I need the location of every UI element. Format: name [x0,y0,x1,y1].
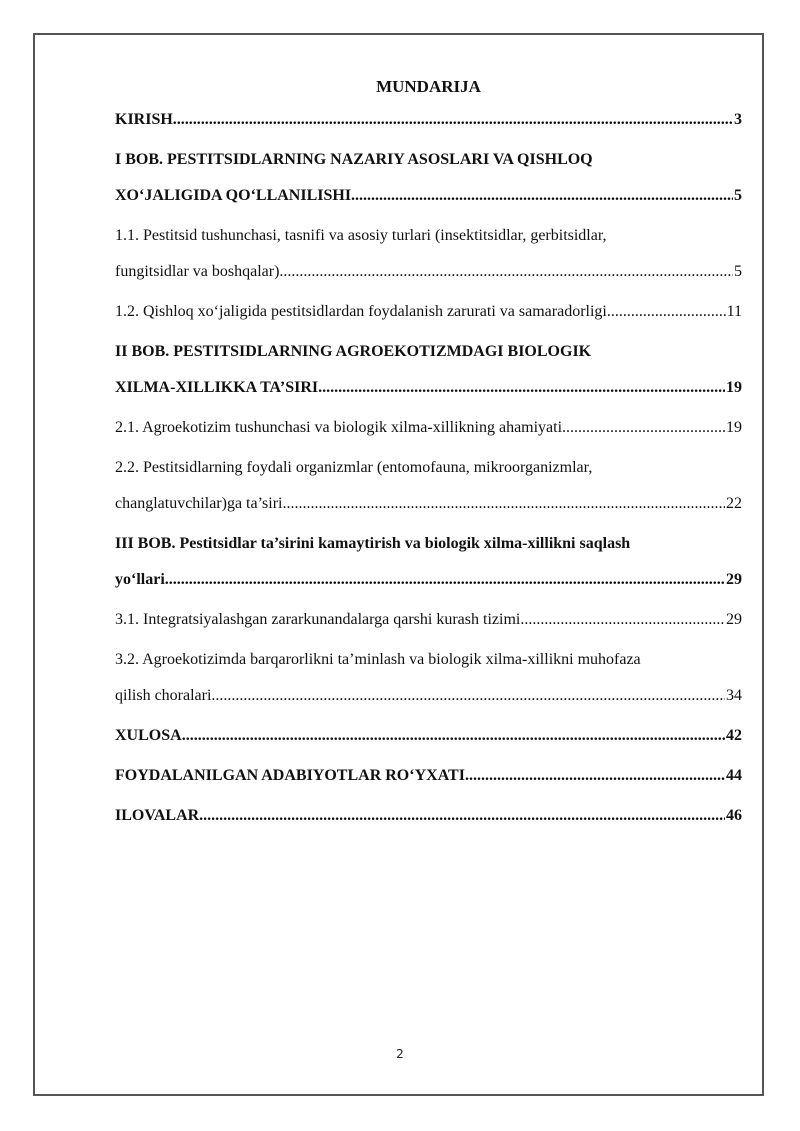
dot-leader [607,294,726,330]
toc-entry-page: 19 [726,379,742,396]
dot-leader [173,102,733,138]
toc-entry[interactable] [115,798,742,834]
toc-entry[interactable] [115,602,742,638]
toc-entry-last-line [115,798,742,834]
toc-entry[interactable] [115,410,742,446]
toc-entry-last-line [115,562,742,598]
toc-entry-page: 19 [726,419,742,436]
toc-entry-page: 5 [734,187,742,204]
toc-entry-page: 3 [734,111,742,128]
dot-leader [182,718,725,754]
toc-entry-last-line [115,370,742,406]
dot-leader [211,678,725,714]
toc-entry[interactable] [115,218,742,290]
toc-entry[interactable] [115,334,742,406]
toc-entry-page: 29 [726,571,742,588]
dot-leader [165,562,725,598]
toc-list [115,102,742,834]
toc-entry-last-line [115,294,742,330]
toc-entry-last-line [115,178,742,214]
toc-entry[interactable] [115,526,742,598]
dot-leader [282,486,725,522]
toc-entry[interactable] [115,758,742,794]
toc-entry[interactable] [115,142,742,214]
toc-entry-text: XO‘JALIGIDA QO‘LLANILISHI [115,187,352,204]
table-of-contents [115,72,742,838]
toc-entry-last-line [115,410,742,446]
toc-entry-last-line [115,102,742,138]
toc-entry-text: fungitsidlar va boshqalar) [115,263,280,280]
toc-entry-last-line [115,602,742,638]
toc-entry-page: 34 [726,687,742,704]
toc-entry-line: 1.1. Pestitsid tushunchasi, tasnifi va asosiy turlari (insektitsidlar, gerbitsidlar, [115,227,607,244]
toc-entry-text: XILMA-XILLIKKA TA’SIRI [115,379,319,396]
toc-entry-page: 11 [726,303,742,320]
toc-title: MUNDARIJA [376,77,481,96]
toc-entry-text: ILOVALAR [115,807,200,824]
toc-entry-text: 3.1. Integratsiyalashgan zararkunandalarga qarshi kurash tizimi [115,611,521,628]
dot-leader [318,370,725,406]
toc-entry-line: 3.2. Agroekotizimda barqarorlikni ta’minlash va biologik xilma-xillikni muhofaza [115,651,641,668]
dot-leader [562,410,725,446]
dot-leader [279,254,733,290]
toc-entry-last-line [115,718,742,754]
toc-entry-line: III BOB. Pestitsidlar ta’sirini kamaytirish va biologik xilma-xillikni saqlash [115,535,631,552]
toc-entry-text: 2.1. Agroekotizim tushunchasi va biologik xilma-xillikning ahamiyati [115,419,563,436]
toc-entry[interactable] [115,102,742,138]
toc-entry-line: I BOB. PESTITSIDLARNING NAZARIY ASOSLARI VA QISHLOQ [115,151,593,168]
toc-entry-page: 42 [726,727,742,744]
toc-entry-last-line [115,678,742,714]
toc-entry-last-line [115,486,742,522]
toc-entry-line: II BOB. PESTITSIDLARNING AGROEKOTIZMDAGI BIOLOGIK [115,343,592,360]
dot-leader [351,178,733,214]
toc-entry-page: 22 [726,495,742,512]
toc-entry[interactable] [115,718,742,754]
toc-entry-line: 2.2. Pestitsidlarning foydali organizmlar (entomofauna, mikroorganizmlar, [115,459,593,476]
toc-entry-page: 5 [734,263,742,280]
toc-entry-last-line [115,758,742,794]
toc-entry[interactable] [115,450,742,522]
toc-entry[interactable] [115,294,742,330]
toc-entry-page: 29 [726,611,742,628]
toc-entry-page: 46 [726,807,742,824]
toc-entry-text: yo‘llari [115,571,165,588]
toc-entry-text: KIRISH [115,111,173,128]
toc-entry-text: FOYDALANILGAN ADABIYOTLAR RO‘YXATI [115,767,465,784]
dot-leader [520,602,725,638]
toc-entry-text: 1.2. Qishloq xo‘jaligida pestitsidlardan foydalanish zarurati va samaradorligi [115,303,607,320]
page-number: 2 [396,1047,404,1061]
dot-leader [199,798,725,834]
toc-entry-text: XULOSA [115,727,182,744]
toc-entry-last-line [115,254,742,290]
dot-leader [465,758,725,794]
toc-entry-text: changlatuvchilar)ga ta’siri [115,495,283,512]
toc-entry[interactable] [115,642,742,714]
toc-entry-text: qilish choralari [115,687,212,704]
toc-entry-page: 44 [726,767,742,784]
